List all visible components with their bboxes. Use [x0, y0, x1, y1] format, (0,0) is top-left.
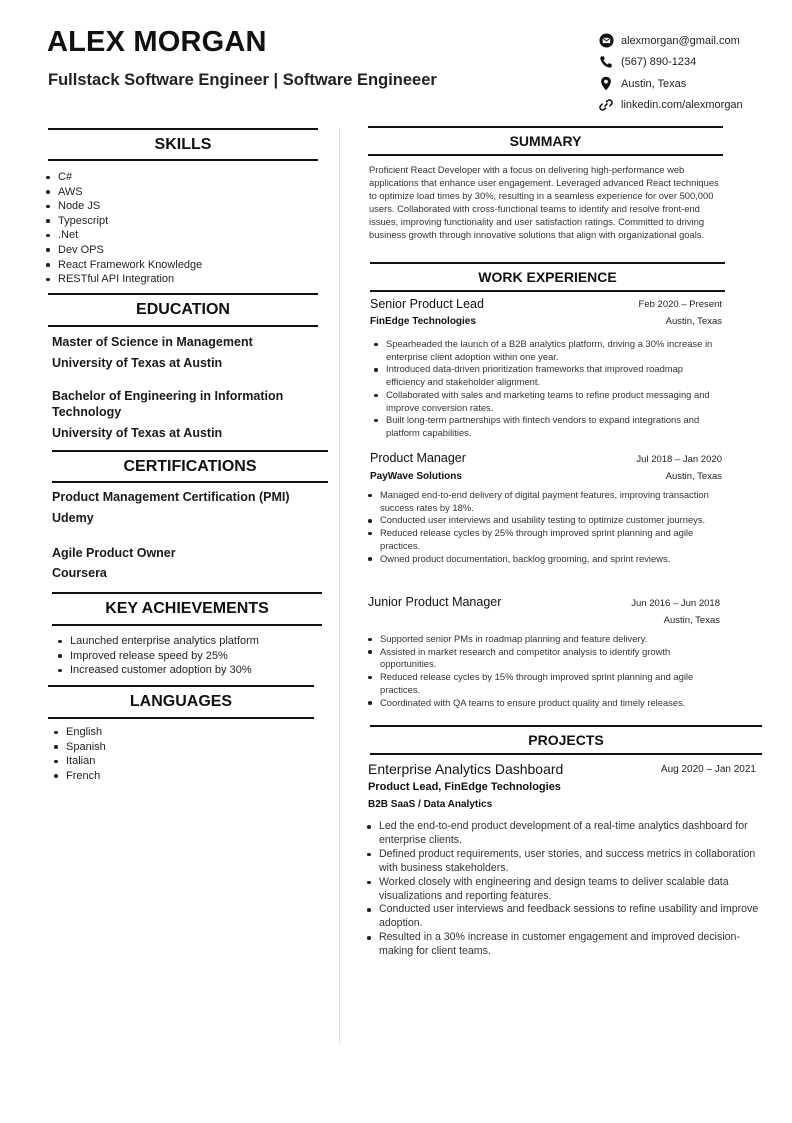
contact-location [598, 73, 788, 95]
project-subtitle: B2B SaaS / Data Analytics [368, 799, 493, 810]
job-location: Austin, Texas [665, 471, 722, 482]
experience-heading: WORK EXPERIENCE [370, 262, 725, 292]
languages-heading: LANGUAGES [48, 685, 314, 719]
summary-text: Proficient React Developer with a focus on delivering high-performance web applications that enhance user engagement. Leveraged advanced React techniques to optimize load times by 30%, resulting in a seamless experience for over 500,000 users. Collaborated with cross-functional teams to identify and resolve front-end issues, improving functionality and user satisfaction ratings. Committed to driving business growth through innovative solutions that align with organizational goals. [369, 164, 719, 240]
contact-email [598, 30, 788, 52]
projects-heading: PROJECTS [370, 725, 762, 755]
skill-item: .Net [44, 228, 324, 243]
job-dates: Jun 2016 – Jun 2018 [631, 598, 720, 609]
contact-location-text: Austin, Texas [621, 77, 687, 90]
job-bullets [372, 338, 724, 440]
job-bullet: Reduced release cycles by 15% through improved sprint planning and agile practices. [366, 671, 718, 696]
job-bullet: Reduced release cycles by 25% through improved sprint planning and agile practices. [366, 527, 718, 552]
job-bullets [366, 633, 718, 709]
contact-linkedin [598, 95, 788, 117]
skill-item: C# [44, 170, 324, 185]
education-degree: Bachelor of Engineering in Information Technology [52, 389, 284, 419]
link-icon [598, 97, 614, 113]
job-bullet: Coordinated with QA teams to ensure product quality and timely releases. [366, 697, 718, 710]
certification-name: Product Management Certification (PMI) [52, 490, 290, 504]
contact-block [598, 30, 788, 116]
column-divider [339, 128, 340, 1045]
skill-item: Typescript [44, 214, 324, 229]
education-degree: Master of Science in Management [52, 335, 253, 349]
job-bullet: Managed end-to-end delivery of digital payment features, improving transaction success rates by 18%. [366, 489, 718, 514]
job-company: FinEdge Technologies [370, 316, 476, 327]
contact-linkedin-text[interactable]: linkedin.com/alexmorgan [621, 99, 743, 112]
skill-item: RESTful API Integration [44, 272, 324, 287]
project-dates: Aug 2020 – Jan 2021 [660, 764, 756, 775]
language-item: French [52, 769, 312, 784]
job-bullet: Introduced data-driven prioritization frameworks that improved roadmap efficiency and stakeholder alignment. [372, 363, 724, 388]
job-bullets [366, 489, 718, 565]
achievement-item: Launched enterprise analytics platform [56, 634, 326, 649]
email-icon [598, 33, 614, 49]
job-bullet: Spearheaded the launch of a B2B analytics platform, driving a 30% increase in enterprise client adoption within one year. [372, 338, 724, 363]
project-title: Enterprise Analytics Dashboard [368, 761, 564, 777]
achievement-item: Improved release speed by 25% [56, 649, 326, 664]
job-title: Senior Product Lead [370, 297, 484, 311]
phone-icon [598, 54, 614, 70]
project-bullet: Worked closely with engineering and design teams to deliver scalable data visualizations and reporting features. [365, 876, 760, 904]
achievement-item: Increased customer adoption by 30% [56, 663, 326, 678]
job-bullet: Conducted user interviews and usability testing to optimize customer journeys. [366, 514, 718, 527]
contact-phone-text[interactable]: (567) 890-1234 [621, 56, 697, 69]
summary-heading: SUMMARY [368, 126, 723, 156]
project-bullet: Conducted user interviews and feedback sessions to refine usability and improve adoption. [365, 903, 760, 931]
job-bullet: Collaborated with sales and marketing teams to refine product messaging and improve conversion rates. [372, 389, 724, 414]
job-bullet: Owned product documentation, backlog grooming, and sprint reviews. [366, 553, 718, 566]
skill-item: AWS [44, 185, 324, 200]
candidate-name: ALEX MORGAN [47, 26, 267, 58]
job-bullet: Built long-term partnerships with fintech vendors to expand integrations and platform capabilities. [372, 414, 724, 439]
skill-item: Dev OPS [44, 243, 324, 258]
skills-list [44, 170, 324, 287]
project-bullet: Resulted in a 30% increase in customer engagement and improved decision-making for client teams. [365, 931, 760, 959]
job-dates: Feb 2020 – Present [638, 299, 722, 310]
certification-issuer: Udemy [52, 511, 94, 525]
job-bullet: Supported senior PMs in roadmap planning and feature delivery. [366, 633, 718, 646]
job-title: Product Manager [370, 451, 466, 465]
certifications-heading: CERTIFICATIONS [52, 450, 328, 483]
job-company: PayWave Solutions [370, 471, 462, 482]
skill-item: Node JS [44, 199, 324, 214]
contact-phone [598, 52, 788, 74]
language-item: English [52, 725, 312, 740]
job-bullet: Assisted in market research and competitor analysis to identify growth opportunities. [366, 646, 718, 671]
language-item: Italian [52, 754, 312, 769]
skills-heading: SKILLS [48, 128, 318, 161]
education-school: University of Texas at Austin [52, 356, 223, 370]
achievements-heading: KEY ACHIEVEMENTS [52, 592, 322, 626]
certification-issuer: Coursera [52, 566, 107, 580]
languages-list [52, 725, 312, 783]
skill-item: React Framework Knowledge [44, 258, 324, 273]
project-bullets [365, 820, 760, 959]
project-bullet: Defined product requirements, user stories, and success metrics in collaboration with business stakeholders. [365, 848, 760, 876]
language-item: Spanish [52, 740, 312, 755]
job-title: Junior Product Manager [368, 595, 502, 609]
job-location: Austin, Texas [663, 615, 720, 626]
candidate-headline: Fullstack Software Engineer | Software Engineeer [48, 71, 437, 89]
education-heading: EDUCATION [48, 293, 318, 327]
job-dates: Jul 2018 – Jan 2020 [636, 454, 722, 465]
project-role: Product Lead, FinEdge Technologies [368, 781, 561, 793]
education-school: University of Texas at Austin [52, 426, 223, 440]
certification-name: Agile Product Owner [52, 546, 176, 560]
contact-email-text[interactable]: alexmorgan@gmail.com [621, 34, 740, 47]
achievements-list [56, 634, 326, 678]
location-pin-icon [598, 76, 614, 92]
job-location: Austin, Texas [665, 316, 722, 327]
project-bullet: Led the end-to-end product development of a real-time analytics dashboard for enterprise clients. [365, 820, 760, 848]
